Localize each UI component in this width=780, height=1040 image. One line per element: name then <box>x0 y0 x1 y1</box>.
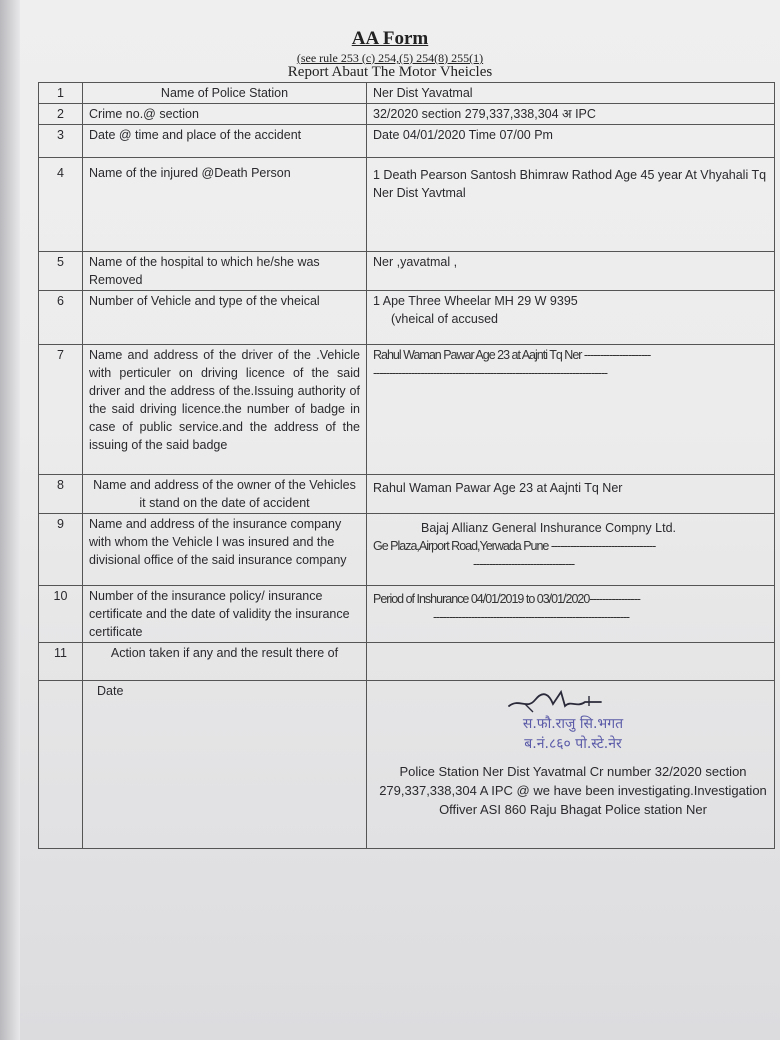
row-number: 1 <box>39 83 83 104</box>
row-value <box>367 345 775 475</box>
table-row <box>39 514 775 586</box>
officer-stamp <box>473 714 673 754</box>
row-number: 5 <box>39 252 83 291</box>
driver-dash-line: -------------------------------------------------------------------------- <box>373 366 608 380</box>
insurance-period: Period of Inshurance 04/01/2019 to 03/01/2020---------------- <box>373 592 640 606</box>
table-row <box>39 291 775 345</box>
row-number: 4 <box>39 158 83 252</box>
insurance-address: Ge Plaza,Airport Road,Yerwada Pune --------------------------------- <box>373 539 656 553</box>
insurance-period-dash-line: -------------------------------------------------------------- <box>433 610 630 624</box>
report-title: Report Abaut The Motor Vheicles <box>287 64 493 80</box>
date-cell <box>83 681 367 849</box>
row-value <box>367 586 775 643</box>
row-label: Name and address of the owner of the Vehicles it stand on the date of accident <box>83 475 367 514</box>
table-row <box>39 475 775 514</box>
row-label: Name of the hospital to which he/she was Removed <box>83 252 367 291</box>
table-row <box>39 345 775 475</box>
table-row <box>39 681 775 849</box>
row-value: Ner ,yavatmal , <box>367 252 775 291</box>
accident-report-table <box>38 82 775 849</box>
signature-mark <box>505 686 615 716</box>
row-value: Date 04/01/2020 Time 07/00 Pm <box>367 125 775 158</box>
vehicle-note: (vheical of accused <box>391 312 499 326</box>
insurance-dash-line: -------------------------------- <box>473 557 575 571</box>
date-label: Date <box>97 684 124 698</box>
page-edge-shadow <box>0 0 20 1040</box>
table-row <box>39 83 775 104</box>
stamp-line: ब.नं.८६० पो.स्टे.नेर <box>524 736 622 752</box>
row-number: 9 <box>39 514 83 586</box>
closing-statement: Police Station Ner Dist Yavatmal Cr number 32/2020 section 279,337,338,304 A IPC @ we have been investigating.Investigation Offiver ASI 860 Raju Bhagat Police station Ner <box>379 764 767 817</box>
row-label: Crime no.@ section <box>83 104 367 125</box>
row-number-empty <box>39 681 83 849</box>
row-number: 8 <box>39 475 83 514</box>
row-label: Action taken if any and the result there of <box>83 643 367 681</box>
table-row <box>39 586 775 643</box>
row-value: Ner Dist Yavatmal <box>367 83 775 104</box>
stamp-line: स.फौ.राजु सि.भगत <box>522 716 624 732</box>
row-value: Rahul Waman Pawar Age 23 at Aajnti Tq Ner <box>367 475 775 514</box>
signature-cell <box>367 681 775 849</box>
row-value <box>367 291 775 345</box>
form-title: AA Form <box>351 28 429 49</box>
row-label: Number of the insurance policy/ insurance certificate and the date of validity the insurance certificate <box>83 586 367 643</box>
insurance-company: Bajaj Allianz General Inshurance Compny Ltd. <box>421 521 677 535</box>
table-row <box>39 125 775 158</box>
signature-block <box>373 682 768 842</box>
row-number: 3 <box>39 125 83 158</box>
table-row <box>39 252 775 291</box>
row-label: Name of Police Station <box>83 83 367 104</box>
row-number: 7 <box>39 345 83 475</box>
table-row <box>39 104 775 125</box>
table-row <box>39 158 775 252</box>
row-number: 2 <box>39 104 83 125</box>
row-label: Date @ time and place of the accident <box>83 125 367 158</box>
row-number: 10 <box>39 586 83 643</box>
row-number: 11 <box>39 643 83 681</box>
row-value <box>367 643 775 681</box>
row-label: Name and address of the insurance company with whom the Vehicle l was insured and the divisional office of the said insurance company <box>83 514 367 586</box>
row-value <box>367 514 775 586</box>
row-label: Number of Vehicle and type of the vheical <box>83 291 367 345</box>
driver-details: Rahul Waman Pawar Age 23 at Aajnti Tq Ner --------------------- <box>373 348 651 362</box>
vehicle-number: 1 Ape Three Wheelar MH 29 W 9395 <box>373 294 578 308</box>
row-value: 32/2020 section 279,337,338,304 अ IPC <box>367 104 775 125</box>
row-label: Name of the injured @Death Person <box>83 158 367 252</box>
row-number: 6 <box>39 291 83 345</box>
table-row <box>39 643 775 681</box>
row-label: Name and address of the driver of the .Vehicle with perticuler on driving licence of the said driver and the address of the.Issuing authority of the said driving licence.the number of badge in case of public service.and the address of the issuing of the said badge <box>83 345 367 475</box>
rule-reference: (see rule 253 (c) 254,(5) 254(8) 255(1) <box>296 51 484 65</box>
row-value: 1 Death Pearson Santosh Bhimraw Rathod Age 45 year At Vhyahali Tq Ner Dist Yavtmal <box>367 158 775 252</box>
